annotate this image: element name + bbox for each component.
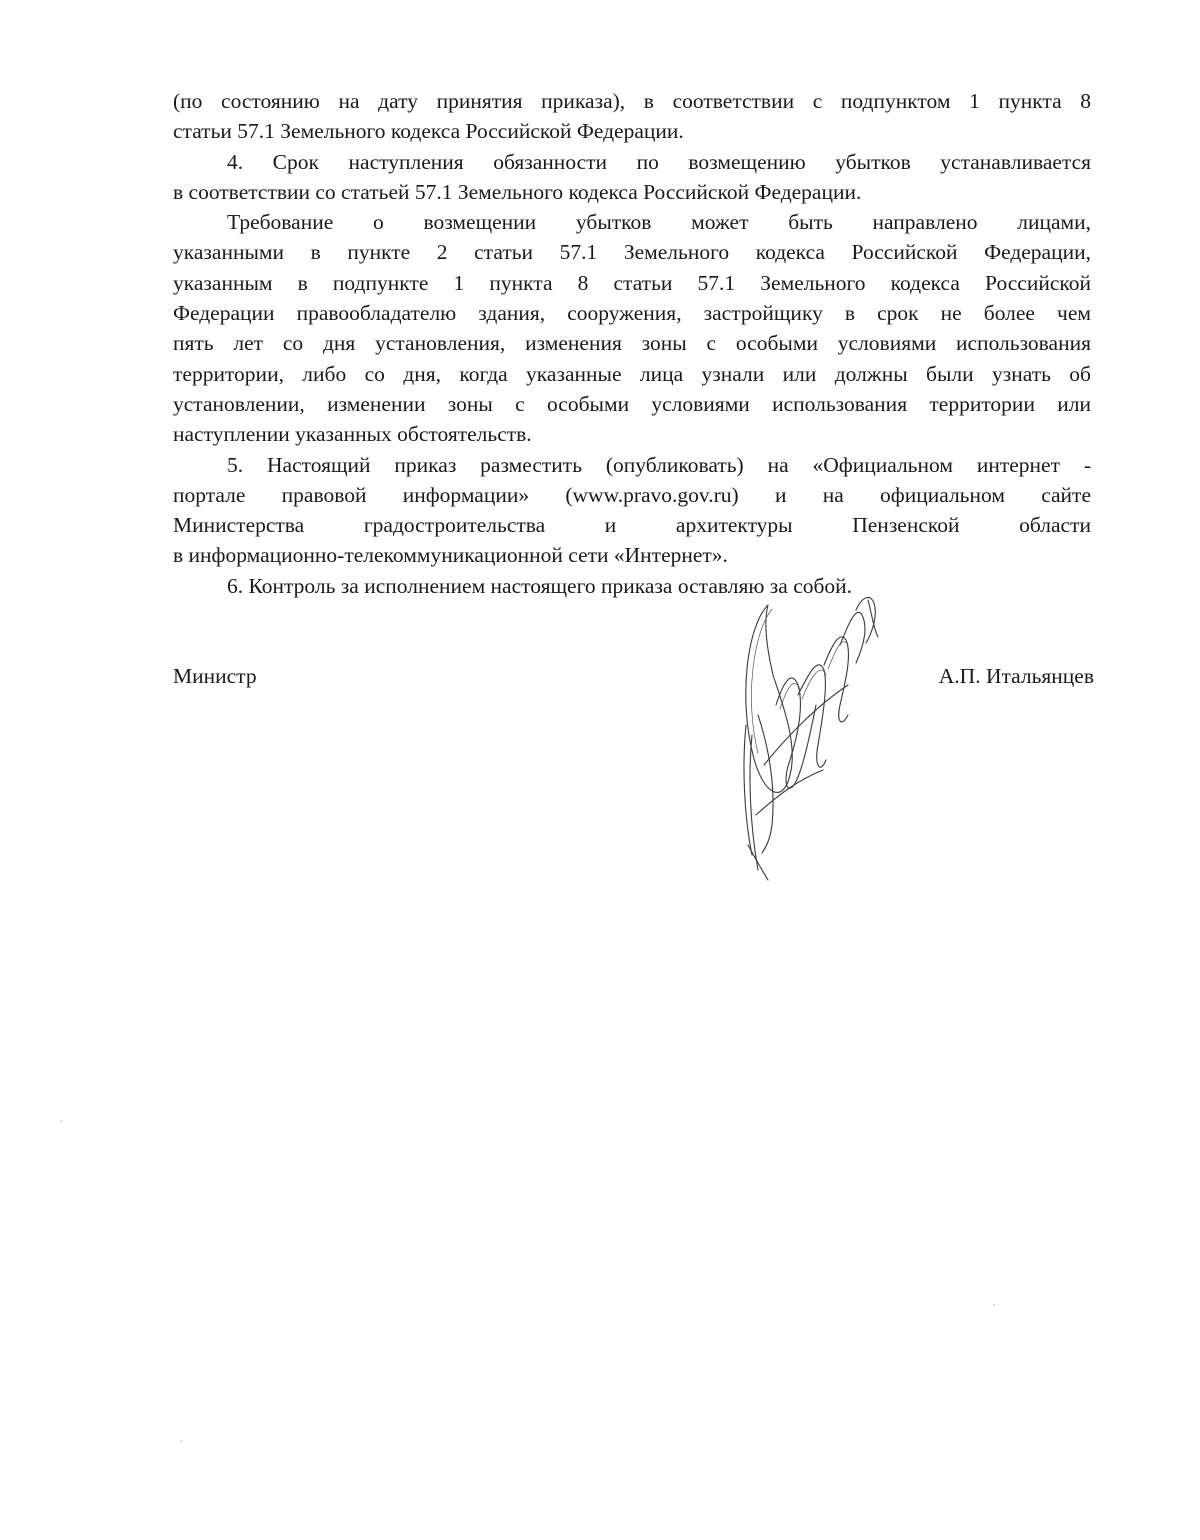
paragraph-item-5 bbox=[173, 450, 1091, 571]
scan-speck bbox=[60, 1120, 62, 1122]
text-line: Федерации правообладателю здания, сооружения, застройщику в срок не более чем bbox=[173, 301, 1091, 326]
text-line: указанными в пункте 2 статьи 57.1 Земельного кодекса Российской Федерации, bbox=[173, 240, 1091, 265]
scan-speck bbox=[993, 1304, 995, 1306]
text-line: наступлении указанных обстоятельств. bbox=[173, 422, 532, 447]
text-line: указанным в подпункте 1 пункта 8 статьи 57.1 Земельного кодекса Российской bbox=[173, 270, 1091, 295]
text-line: 6. Контроль за исполнением настоящего приказа оставляю за собой. bbox=[227, 573, 853, 598]
text-line: Требование о возмещении убытков может быть направлено лицами, bbox=[227, 210, 1091, 235]
paragraph-claim-requirement bbox=[173, 207, 1091, 449]
text-line: портале правовой информации» (www.pravo.gov.ru) и на официальном сайте bbox=[173, 482, 1091, 507]
text-line: Министерства градостроительства и архитектуры Пензенской области bbox=[173, 513, 1091, 538]
text-line: статьи 57.1 Земельного кодекса Российской Федерации. bbox=[173, 119, 684, 144]
text-line: пять лет со дня установления, изменения зоны с особыми условиями использования bbox=[173, 331, 1091, 356]
scan-speck bbox=[180, 1440, 182, 1442]
text-line: установлении, изменении зоны с особыми условиями использования территории или bbox=[173, 391, 1091, 416]
signatory-name: А.П. Итальянцев bbox=[938, 664, 1094, 688]
text-line: территории, либо со дня, когда указанные лица узнали или должны были узнать об bbox=[173, 361, 1091, 386]
text-line: в соответствии со статьей 57.1 Земельного кодекса Российской Федерации. bbox=[173, 179, 862, 204]
paragraph-item-6 bbox=[173, 571, 1091, 601]
handwritten-signature bbox=[728, 585, 898, 885]
text-line: в информационно-телекоммуникационной сети «Интернет». bbox=[173, 543, 728, 568]
signatory-title: Министр bbox=[173, 664, 257, 688]
document-body bbox=[173, 86, 1091, 601]
text-line: 4. Срок наступления обязанности по возмещению убытков устанавливается bbox=[227, 149, 1091, 174]
paragraph-item-4 bbox=[173, 147, 1091, 208]
paragraph-continuation bbox=[173, 86, 1091, 147]
text-line: (по состоянию на дату принятия приказа), в соответствии с подпунктом 1 пункта 8 bbox=[173, 89, 1091, 113]
text-line: 5. Настоящий приказ разместить (опубликовать) на «Официальном интернет - bbox=[227, 452, 1091, 477]
